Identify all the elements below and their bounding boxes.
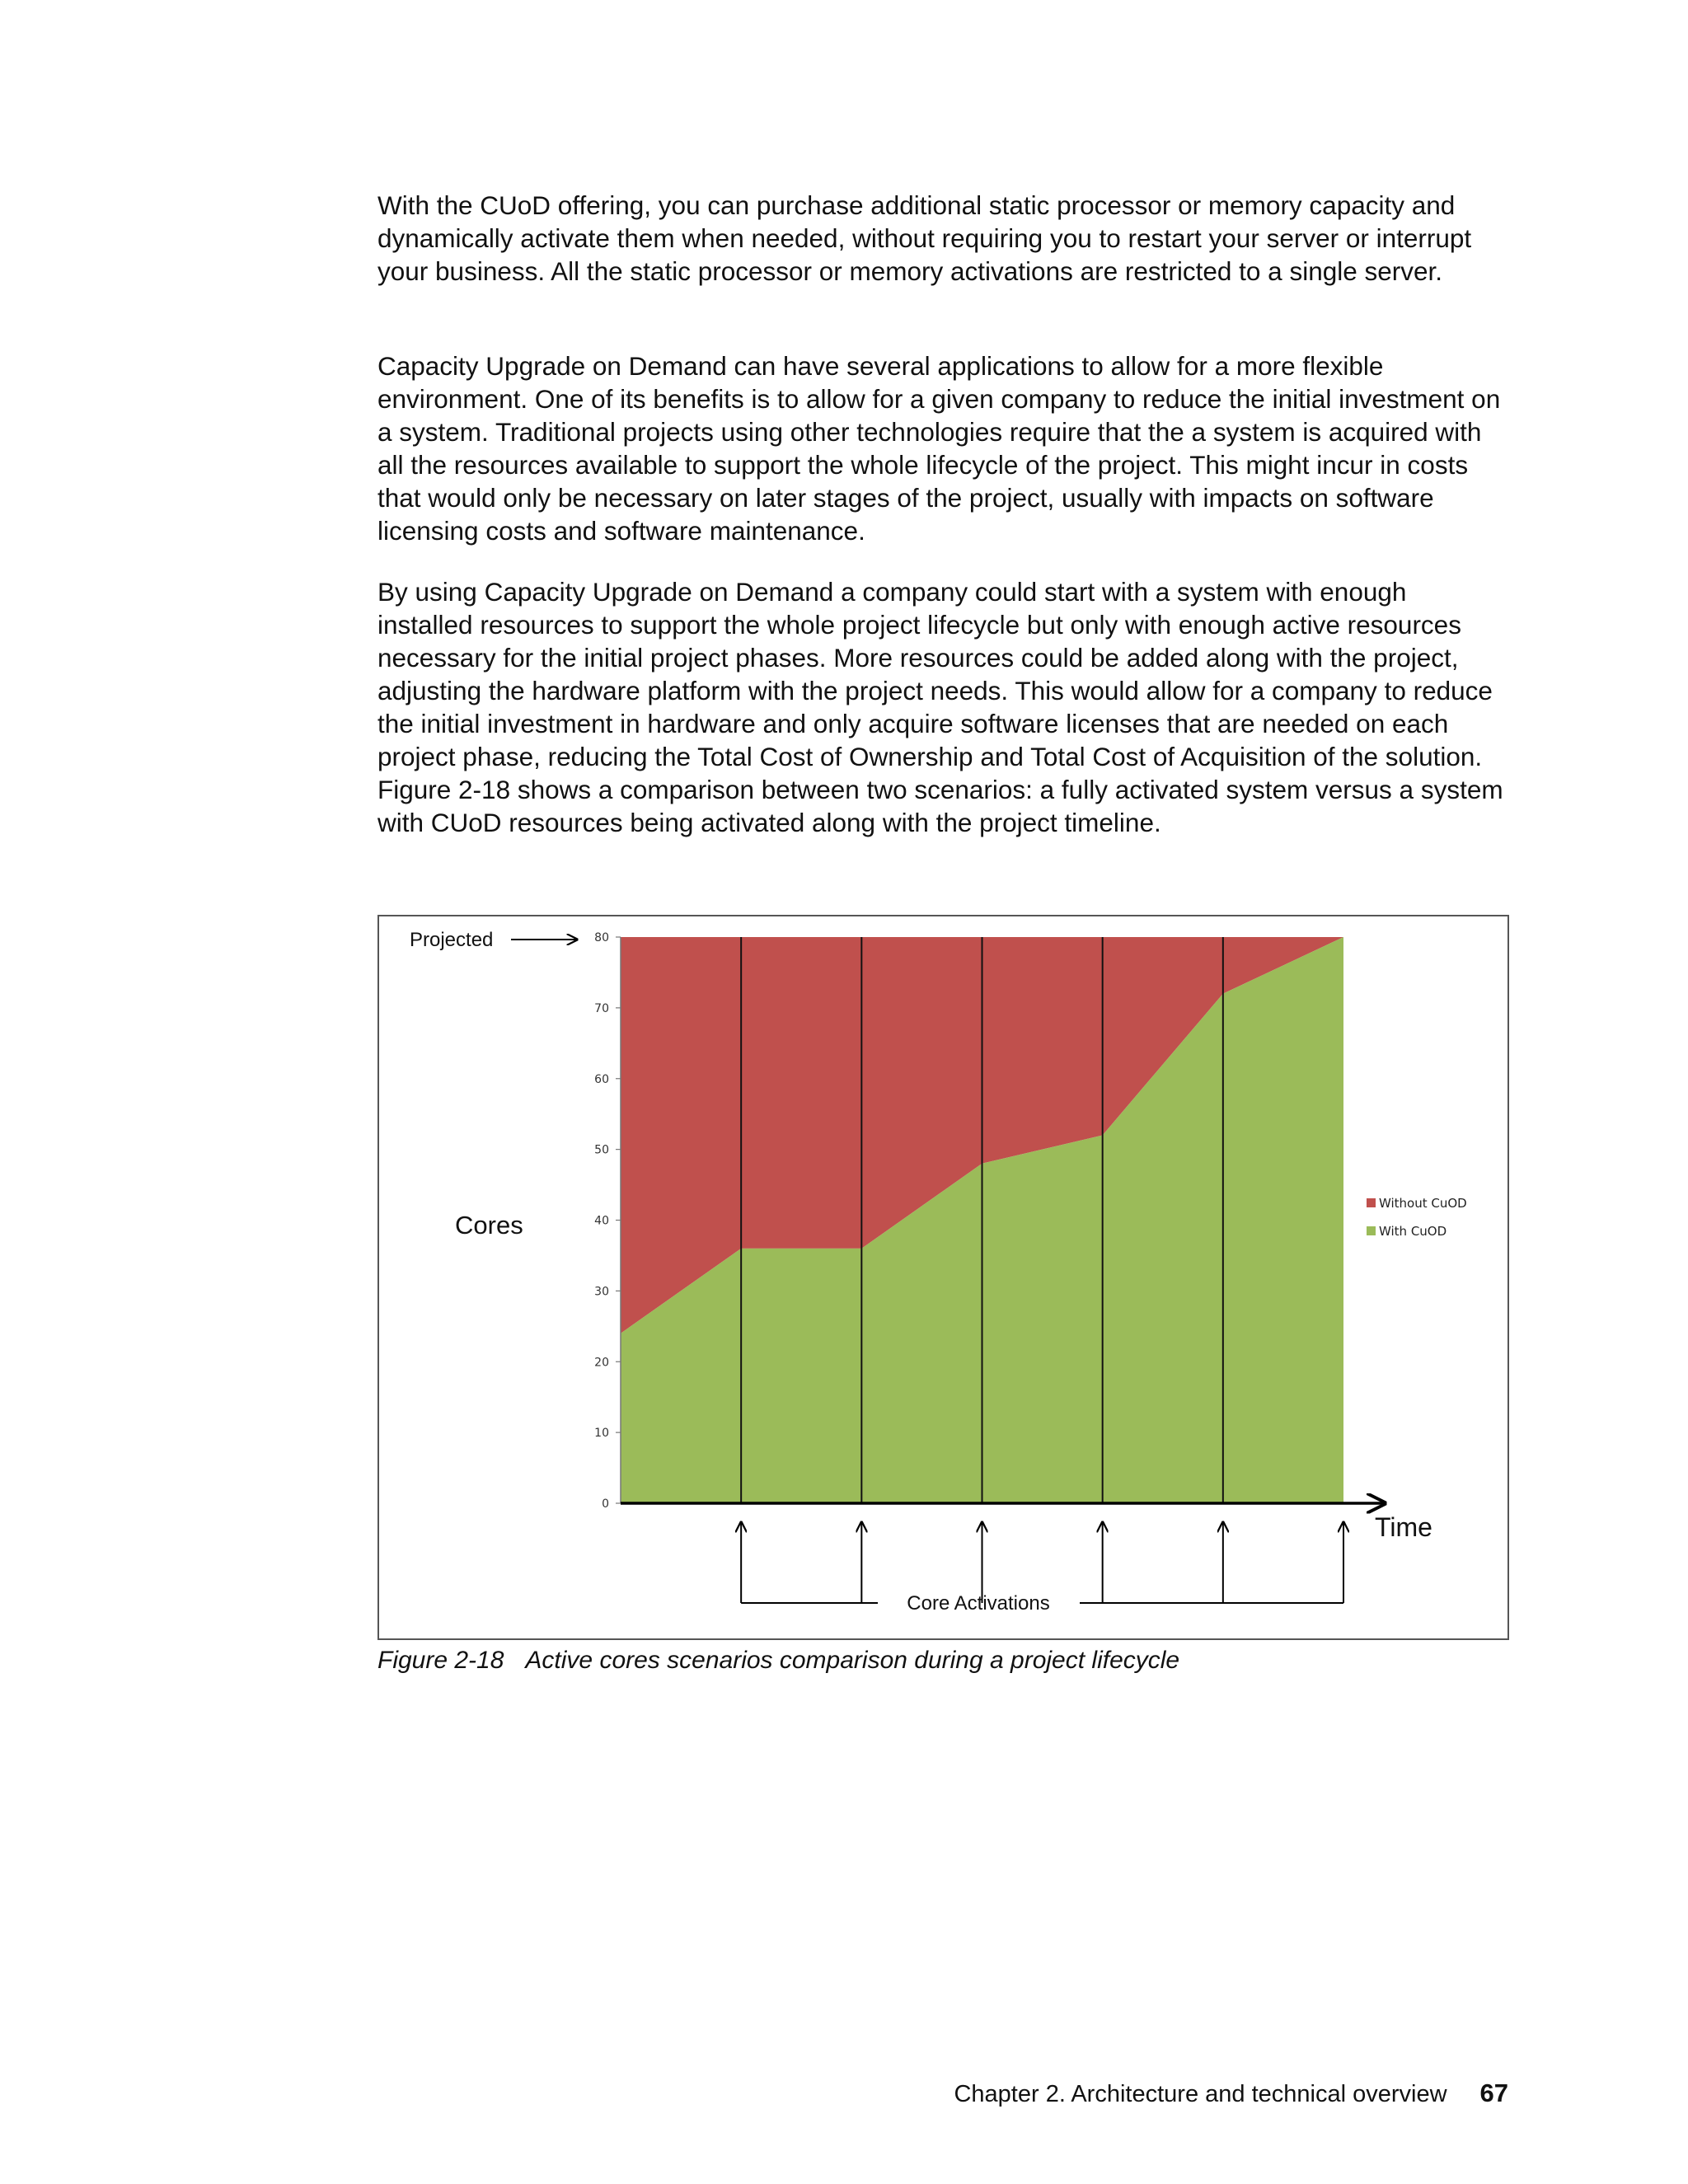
y-tick-label: 40 bbox=[594, 1214, 609, 1228]
figure-caption bbox=[377, 1647, 1179, 1675]
legend-swatch bbox=[1367, 1198, 1376, 1207]
legend-label: With CuOD bbox=[1379, 1224, 1447, 1239]
y-tick-label: 20 bbox=[594, 1356, 609, 1370]
body-paragraph-3: By using Capacity Upgrade on Demand a company could start with a system with enough installed resources to support the whole project lifecycle but only with enough active resources necessary for the initial project phases. More resources could be added along with the project, adjusting the hardware platform with the project needs. This would allow for a company to reduce the initial investment in hardware and only acquire software licenses that are needed on each project phase, reducing the Total Cost of Ownership and Total Cost of Acquisition of the solution. Figure 2-18 shows a comparison between two scenarios: a fully activated system versus a system with CUoD resources being activated along with the project timeline. bbox=[377, 577, 1503, 837]
y-tick-label: 0 bbox=[602, 1497, 609, 1511]
active-cores-chart bbox=[379, 916, 1507, 1638]
chapter-title: Chapter 2. Architecture and technical overview bbox=[954, 2081, 1447, 2107]
y-axis-title: Cores bbox=[455, 1211, 523, 1240]
figure-caption-text: Active cores scenarios comparison during a project lifecycle bbox=[525, 1647, 1180, 1674]
y-tick-label: 30 bbox=[594, 1285, 609, 1299]
figure-number: Figure 2-18 bbox=[377, 1647, 504, 1674]
y-tick-label: 10 bbox=[594, 1427, 609, 1441]
y-tick-label: 60 bbox=[594, 1072, 609, 1086]
figure-frame bbox=[377, 915, 1509, 1640]
legend-swatch bbox=[1367, 1226, 1376, 1235]
legend-label: Without CuOD bbox=[1379, 1196, 1467, 1211]
x-axis-title: Time bbox=[1375, 1512, 1432, 1542]
body-paragraph-1: With the CUoD offering, you can purchase additional static processor or memory capacity and dynamically activate them when needed, without requiring you to restart your server or interrupt your business. All the static processor or memory activations are restricted to a single server. bbox=[377, 190, 1472, 286]
body-paragraph-2: Capacity Upgrade on Demand can have several applications to allow for a more flexible environment. One of its benefits is to allow for a given company to reduce the initial investment on a system. Traditional projects using other technologies require that the a system is acquired with all the resources available to support the whole lifecycle of the project. This might incur in costs that would only be necessary on later stages of the project, usually with impacts on software licensing costs and software maintenance. bbox=[377, 351, 1501, 546]
core-activations-label: Core Activations bbox=[907, 1592, 1050, 1615]
page-footer bbox=[954, 2079, 1508, 2108]
page-number: 67 bbox=[1479, 2079, 1508, 2107]
y-tick-label: 80 bbox=[594, 931, 609, 944]
projected-label: Projected bbox=[410, 929, 494, 951]
y-tick-label: 70 bbox=[594, 1001, 609, 1015]
y-tick-label: 50 bbox=[594, 1143, 609, 1157]
